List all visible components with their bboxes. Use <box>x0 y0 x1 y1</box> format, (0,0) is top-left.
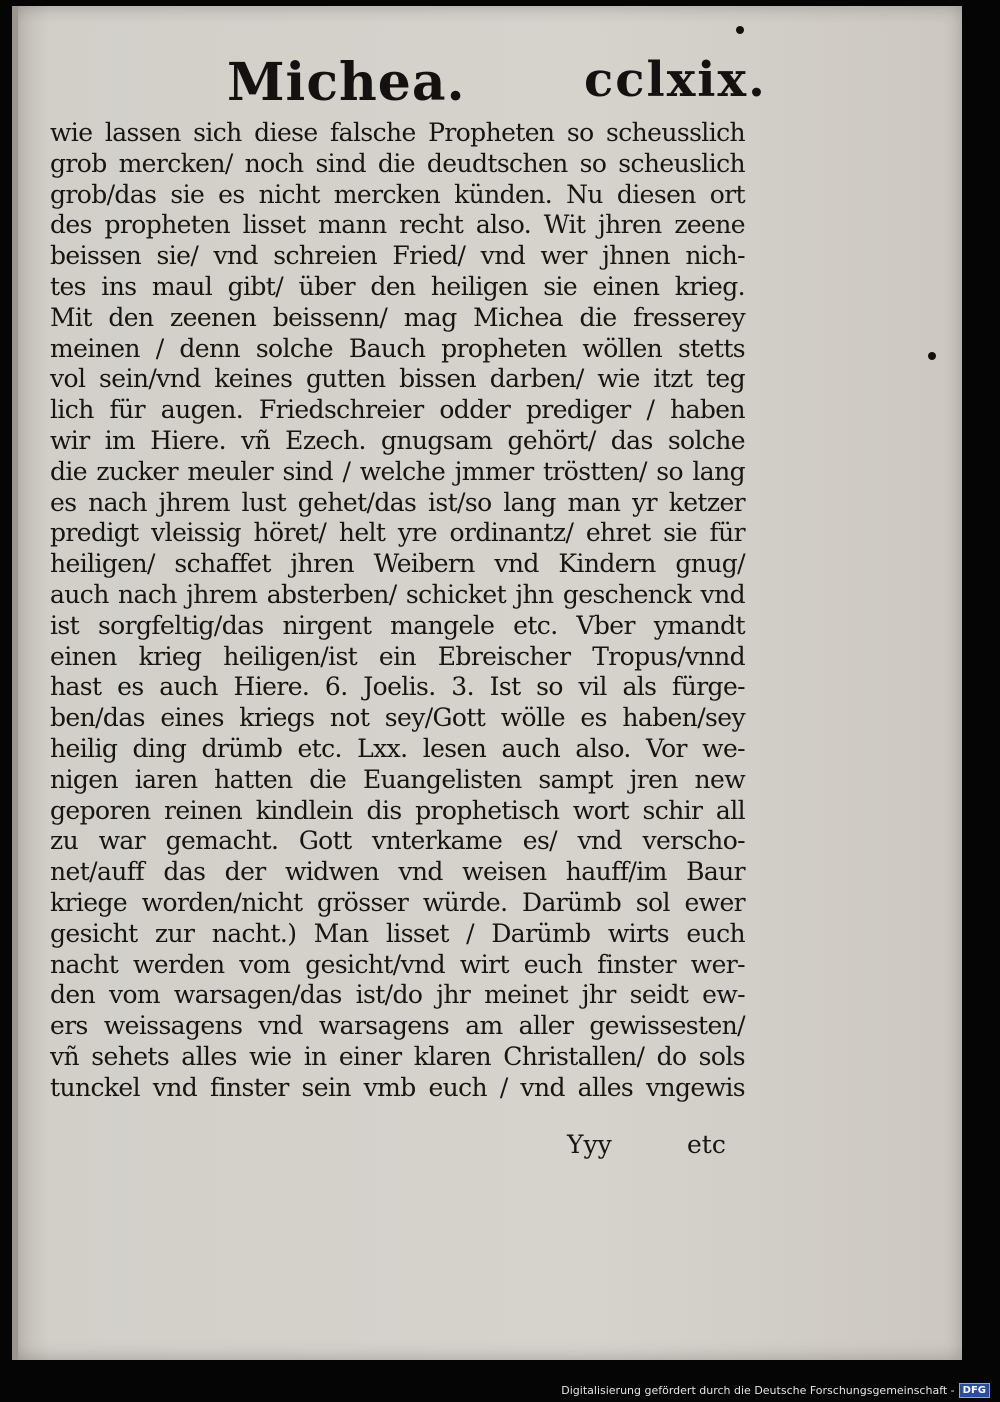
page-header <box>12 6 962 116</box>
text-line: nigen iaren hatten die Euangelisten sampt jren new <box>50 764 745 794</box>
text-line: vol sein/vnd keines gutten bissen darben/ wie itzt teg <box>50 364 745 394</box>
text-line: hast es auch Hiere. 6. Joelis. 3. Ist so vil als fürge- <box>50 672 745 702</box>
text-line: grob mercken/ noch sind die deudtschen so scheuslich <box>50 148 745 178</box>
text-line: lich für augen. Friedschreier odder prediger / haben <box>50 395 745 425</box>
text-line: gesicht zur nacht.) Man lisset / Darümb wirts euch <box>50 918 745 948</box>
book-page <box>12 6 962 1360</box>
text-line: nacht werden vom gesicht/vnd wirt euch finster wer- <box>50 949 745 979</box>
text-line: es nach jhrem lust gehet/das ist/so lang man yr ketzer <box>50 487 745 517</box>
text-line: zu war gemacht. Gott vnterkame es/ vnd verscho- <box>50 826 745 856</box>
signature-mark: Yyy <box>567 1130 612 1159</box>
page-edge <box>12 6 18 1360</box>
text-line: predigt vleissig höret/ helt yre ordinantz/ ehret sie für <box>50 518 745 548</box>
text-line: grob/das sie es nicht mercken künden. Nu diesen ort <box>50 179 745 209</box>
text-line: kriege worden/nicht grösser würde. Darümb sol ewer <box>50 887 745 917</box>
folio-number: cclxix. <box>584 52 767 108</box>
text-line: wir im Hiere. vñ Ezech. gnugsam gehört/ das solche <box>50 425 745 455</box>
text-line: die zucker meuler sind / welche jmmer tröstten/ so lang <box>50 456 745 486</box>
text-line: vñ sehets alles wie in einer klaren Christallen/ do sols <box>50 1041 745 1071</box>
text-line: heilig ding drümb etc. Lxx. lesen auch also. Vor we- <box>50 733 745 763</box>
text-line: heiligen/ schaffet jhren Weibern vnd Kindern gnug/ <box>50 549 745 579</box>
text-line: ers weissagens vnd warsagens am aller gewissesten/ <box>50 1011 745 1041</box>
text-line: Mit den zeenen beissenn/ mag Michea die fresserey <box>50 302 745 332</box>
text-line: tunckel vnd finster sein vmb euch / vnd alles vngewis <box>50 1072 745 1102</box>
text-line: des propheten lisset mann recht also. Wit jhren zeene <box>50 210 745 240</box>
ink-speck <box>736 26 744 34</box>
dfg-logo: DFG <box>959 1383 990 1398</box>
catch-line <box>567 1130 737 1160</box>
credit-text: Digitalisierung gefördert durch die Deutsche Forschungsgemeinschaft - <box>561 1384 955 1397</box>
digitization-credit <box>561 1383 990 1398</box>
text-line: einen krieg heiligen/ist ein Ebreischer Tropus/vnnd <box>50 641 745 671</box>
text-line: tes ins maul gibt/ über den heiligen sie einen krieg. <box>50 271 745 301</box>
text-line: wie lassen sich diese falsche Propheten so scheusslich <box>50 118 745 147</box>
text-line: ist sorgfeltig/das nirgent mangele etc. Vber ymandt <box>50 610 745 640</box>
text-line: net/auff das der widwen vnd weisen hauff/im Baur <box>50 857 745 887</box>
text-line: auch nach jhrem absterben/ schicket jhn geschenck vnd <box>50 579 745 609</box>
catchword: etc <box>687 1130 726 1159</box>
text-line: beissen sie/ vnd schreien Fried/ vnd wer jhnen nich- <box>50 241 745 271</box>
text-line: geporen reinen kindlein dis prophetisch wort schir all <box>50 795 745 825</box>
body-text <box>50 118 745 1104</box>
ink-speck <box>928 352 936 360</box>
text-line: ben/das eines kriegs not sey/Gott wölle es haben/sey <box>50 703 745 733</box>
text-line: meinen / denn solche Bauch propheten wöllen stetts <box>50 333 745 363</box>
text-line: den vom warsagen/das ist/do jhr meinet jhr seidt ew- <box>50 980 745 1010</box>
running-title: Michea. <box>227 52 466 113</box>
